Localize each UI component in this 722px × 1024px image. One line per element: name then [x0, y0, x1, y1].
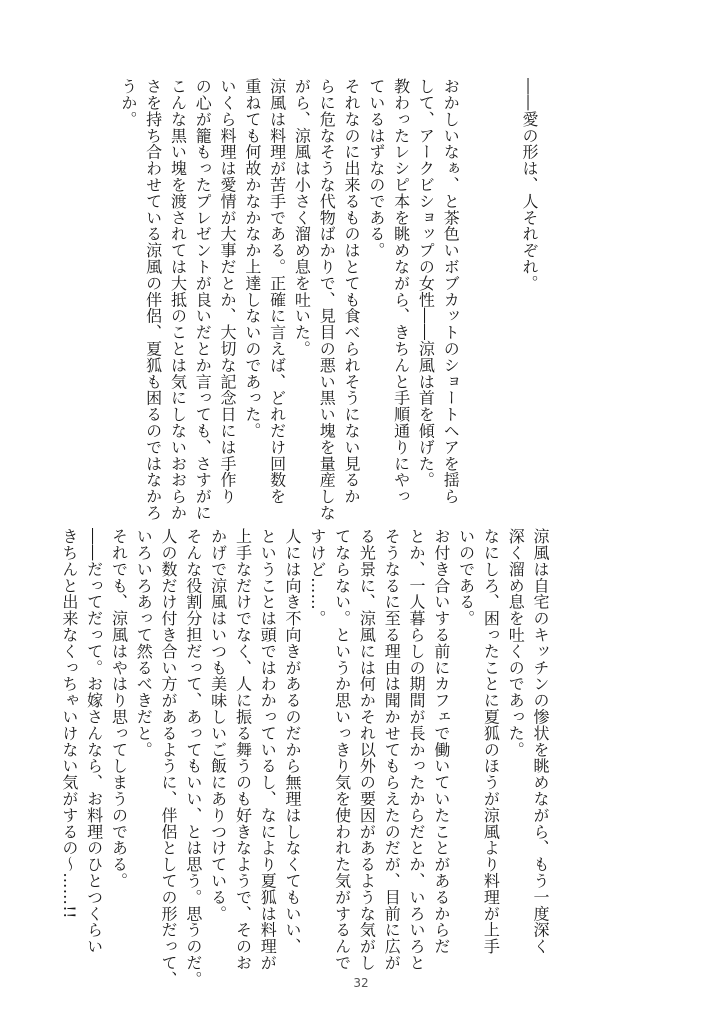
text-line: それでも、涼風はやはり思ってしまうのである。 — [109, 528, 129, 889]
text-line: 深く溜め息を吐くのであった。 — [506, 528, 526, 758]
text-line: そうなるに至る理由は聞かせてもらえたのだが、目前に広が — [382, 528, 402, 971]
text-line: 涼風は料理が苦手である。正確に言えば、どれだけ回数を — [267, 78, 287, 505]
text-line: さを持ち合わせている涼風の伴侶、夏狐も困るのではなかろ — [143, 78, 163, 521]
text-line: 教わったレシピ本を眺めながら、きちんと手順通りにやっ — [391, 78, 411, 505]
text-line: すけど……。 — [307, 528, 327, 627]
text-line: らに危なそうな代物ばかりで、見目の悪い黒い塊を量産しな — [317, 78, 337, 521]
text-line: いのである。 — [456, 528, 476, 627]
text-line: ているはずなのである。 — [366, 78, 386, 259]
text-line: きちんと出来なくっちゃいけない気がするの～……!! — [59, 528, 79, 919]
text-line: 涼風は自宅のキッチンの惨状を眺めながら、もう一度深く — [531, 528, 550, 955]
text-line: こんな黒い塊を渡されては大抵のことは気にしないおおらか — [168, 78, 188, 521]
text-line: 人の数だけ付き合い方があるように、伴侶としての形だって、 — [159, 528, 179, 988]
text-line: うか。 — [118, 78, 138, 128]
text-line: ――だってだって。お嫁さんなら、お料理のひとつくらい — [84, 528, 104, 955]
text-line: の心が籠もったプレゼントが良いだとか言っても、さすがに — [193, 78, 213, 521]
text-line: る光景に、涼風には何かそれ以外の要因があるような気がし — [357, 528, 377, 971]
text-line: なにしろ、困ったことに夏狐のほうが涼風より料理が上手 — [481, 528, 501, 955]
page-number: 32 — [353, 976, 369, 990]
text-line: いろいろあって然るべきだと。 — [134, 528, 154, 758]
text-line: ということは頭ではわかっているし、なにより夏狐は料理が — [258, 528, 278, 971]
text-line: かげで涼風はいつも美味しいご飯にありつけている。 — [208, 528, 228, 922]
text-line: それなのに出来るものはとても食べられそうにない見るか — [342, 78, 362, 505]
upper-text-block — [115, 78, 560, 521]
text-line: お付き合いする前にカフェで働いていたことがあるからだ — [431, 528, 451, 955]
text-line: そんな役割分担だって、あってもいい、とは思う。思うのだ。 — [183, 528, 203, 988]
text-line: 人には向き不向きがあるのだから無理はしなくてもいい、 — [283, 528, 303, 955]
section-title: ――愛の形は、人それぞれ。 — [520, 78, 539, 292]
text-line: とか、一人暮らしの期間が長かったからだとか、いろいろと — [407, 528, 427, 971]
text-line: おかしいなぁ、と茶色いボブカットのショートヘアを揺ら — [441, 78, 461, 505]
text-line: てならない。というか思いっきり気を使われた気がするんで — [332, 528, 352, 971]
text-line: 重ねても何故かなかなか上達しないのであった。 — [242, 78, 262, 439]
text-line: いくら料理は愛情が大事だとか、大切な記念日には手作り — [218, 78, 238, 505]
text-line: がら、涼風は小さく溜め息を吐いた。 — [292, 78, 312, 357]
text-line: して、アークビショップの女性――涼風は首を傾げた。 — [416, 78, 436, 488]
text-line: 上手なだけでなく、人に振る舞うのも好きなようで、そのお — [233, 528, 253, 971]
